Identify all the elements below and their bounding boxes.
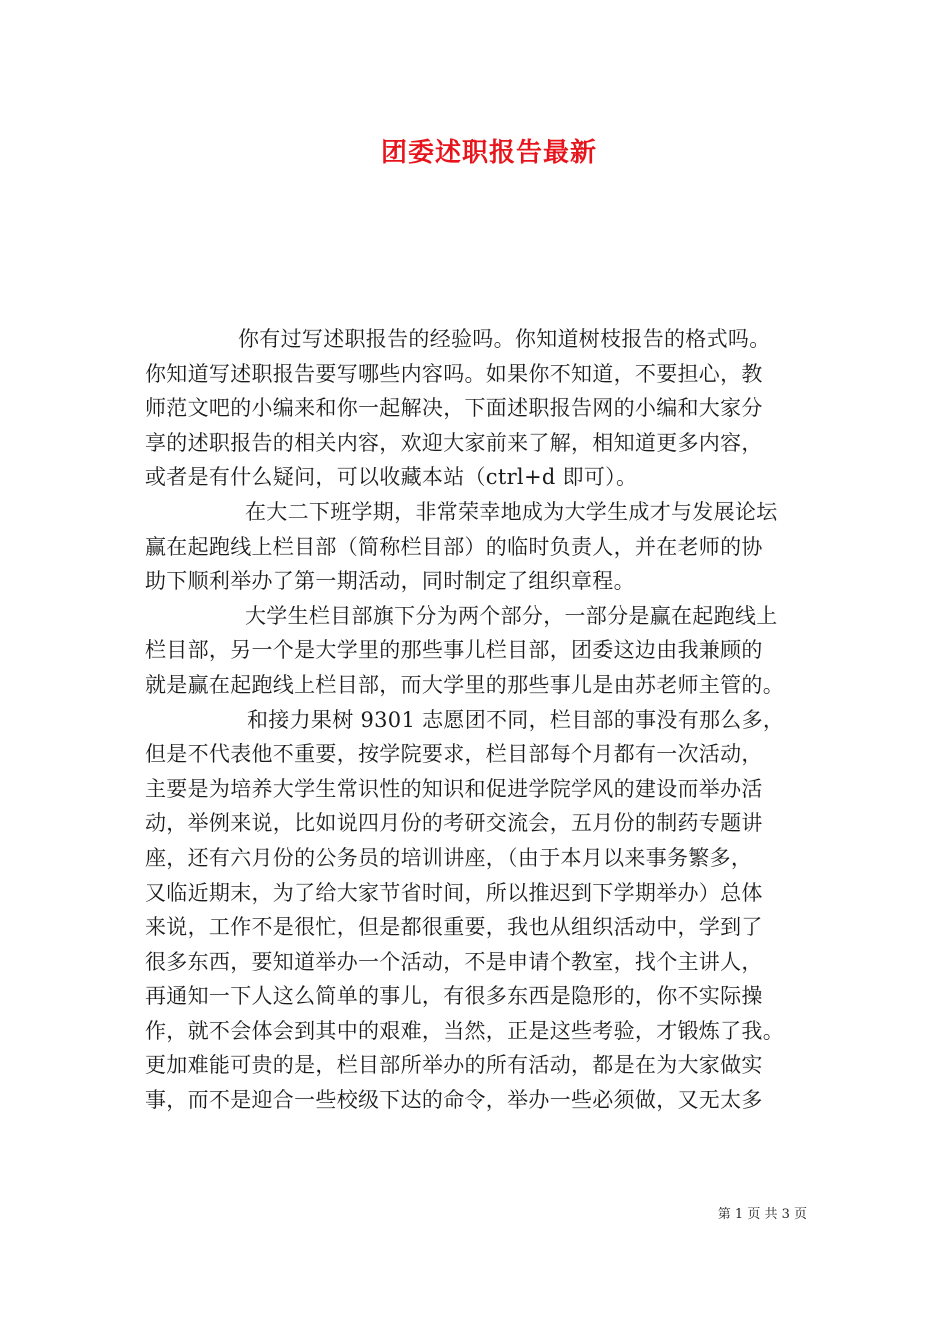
document-body xyxy=(145,322,817,1118)
paragraph-line: 但是不代表他不重要，按学院要求，栏目部每个月都有一次活动， xyxy=(145,742,763,767)
paragraph-4 xyxy=(145,703,817,1118)
paragraph-line: 作，就不会体会到其中的艰难，当然，正是这些考验，才锻炼了我。 xyxy=(145,1018,784,1043)
paragraph-line: 和接力果树 9301 志愿团不同，栏目部的事没有那么多， xyxy=(247,707,785,732)
page-title: 团委述职报告最新 xyxy=(380,138,597,168)
paragraph-line: 在大二下班学期，非常荣幸地成为大学生成才与发展论坛 xyxy=(245,499,778,524)
paragraph-line: 或者是有什么疑问，可以收藏本站（ctrl+d 即可）。 xyxy=(145,465,638,490)
page-number-footer: 第 1 页 共 3 页 xyxy=(717,1207,807,1222)
paragraph-line: 赢在起跑线上栏目部（简称栏目部）的临时负责人，并在老师的协 xyxy=(145,534,763,559)
paragraph-line: 又临近期末，为了给大家节省时间，所以推迟到下学期举办）总体 xyxy=(145,880,763,905)
paragraph-3 xyxy=(145,599,817,703)
paragraph-line: 更加难能可贵的是，栏目部所举办的所有活动，都是在为大家做实 xyxy=(145,1053,763,1078)
paragraph-line: 栏目部，另一个是大学里的那些事儿栏目部，团委这边由我兼顾的 xyxy=(145,638,763,663)
paragraph-2 xyxy=(145,495,817,599)
paragraph-1 xyxy=(145,322,817,495)
paragraph-line: 主要是为培养大学生常识性的知识和促进学院学风的建设而举办活 xyxy=(145,776,763,801)
paragraph-line: 就是赢在起跑线上栏目部，而大学里的那些事儿是由苏老师主管的。 xyxy=(145,672,784,697)
paragraph-line: 动，举例来说，比如说四月份的考研交流会，五月份的制药专题讲 xyxy=(145,811,763,836)
paragraph-line: 助下顺利举办了第一期活动，同时制定了组织章程。 xyxy=(145,569,635,594)
paragraph-line: 你知道写述职报告要写哪些内容吗。如果你不知道，不要担心，教 xyxy=(145,361,763,386)
paragraph-line: 大学生栏目部旗下分为两个部分，一部分是赢在起跑线上 xyxy=(245,603,778,628)
paragraph-line: 来说，工作不是很忙，但是都很重要，我也从组织活动中，学到了 xyxy=(145,915,763,940)
paragraph-line: 座，还有六月份的公务员的培训讲座，（由于本月以来事务繁多， xyxy=(145,845,753,870)
paragraph-line: 你有过写述职报告的经验吗。你知道树枝报告的格式吗。 xyxy=(238,327,771,351)
paragraph-line: 很多东西，要知道举办一个活动，不是申请个教室，找个主讲人， xyxy=(145,949,763,974)
paragraph-line: 事，而不是迎合一些校级下达的命令，举办一些必须做，又无太多 xyxy=(145,1088,763,1113)
paragraph-line: 再通知一下人这么简单的事儿，有很多东西是隐形的，你不实际操 xyxy=(145,984,763,1009)
paragraph-line: 享的述职报告的相关内容，欢迎大家前来了解，相知道更多内容， xyxy=(145,430,763,455)
paragraph-line: 师范文吧的小编来和你一起解决，下面述职报告网的小编和大家分 xyxy=(145,396,763,421)
